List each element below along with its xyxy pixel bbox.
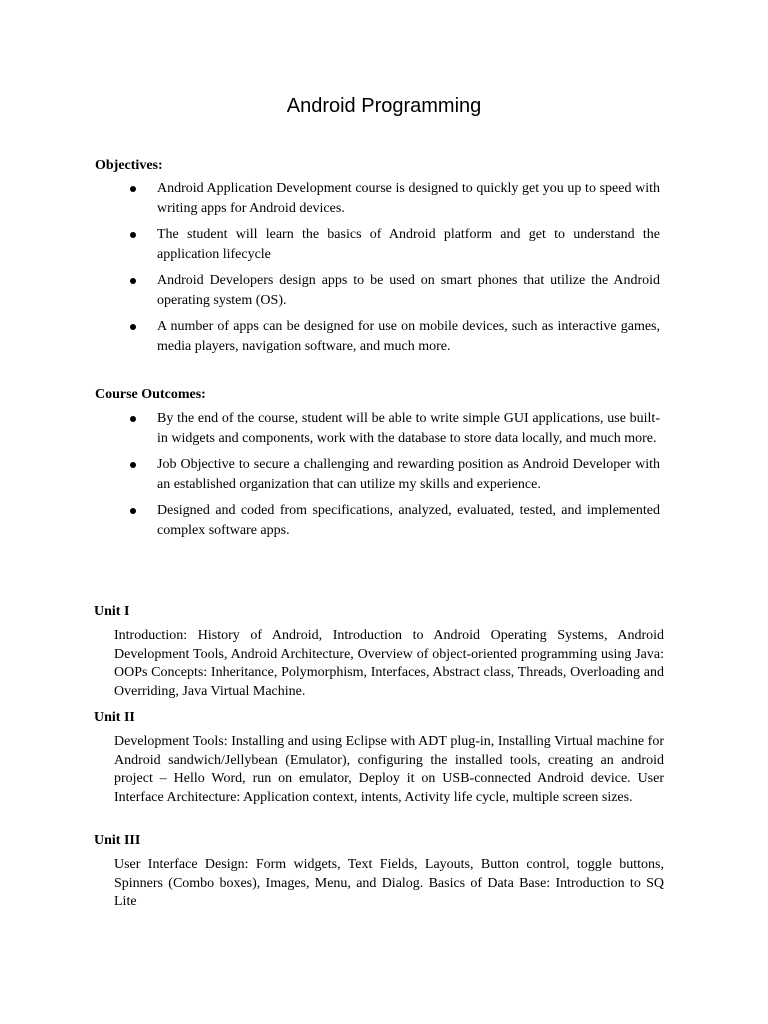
list-item	[130, 225, 660, 265]
bullet-icon	[130, 324, 136, 330]
bullet-icon	[130, 416, 136, 422]
objectives-heading: Objectives:	[95, 158, 163, 173]
unit-3-text: User Interface Design: Form widgets, Text Fields, Layouts, Button control, toggle buttons, Spinners (Combo boxes), Images, Menu, and Dialog. Basics of Data Base: Introduction to SQ Lite	[114, 857, 664, 909]
bullet-icon	[130, 278, 136, 284]
objective-text: Android Application Development course is designed to quickly get you up to speed with writing apps for Android devices.	[157, 181, 660, 216]
bullet-icon	[130, 232, 136, 238]
list-item	[130, 271, 660, 311]
objectives-list	[130, 179, 660, 363]
unit-1-text: Introduction: History of Android, Introduction to Android Operating Systems, Android Development Tools, Android Architecture, Overview of object-oriented programming using Java: OOPs Concepts: Inheritance, Polymorphism, Interfaces, Abstract class, Threads, Overloading and Overriding, Java Virtual Machine.	[114, 628, 664, 699]
outcome-text: Designed and coded from specifications, analyzed, evaluated, tested, and implemented complex software apps.	[157, 503, 660, 538]
page-title: Android Programming	[286, 95, 482, 117]
bullet-icon	[130, 508, 136, 514]
list-item	[130, 317, 660, 357]
objective-text: The student will learn the basics of Android platform and get to understand the application lifecycle	[157, 227, 660, 262]
bullet-icon	[130, 462, 136, 468]
outcomes-heading: Course Outcomes:	[95, 387, 206, 402]
list-item	[130, 501, 660, 541]
bullet-icon	[130, 186, 136, 192]
objective-text: Android Developers design apps to be used on smart phones that utilize the Android operating system (OS).	[157, 273, 660, 308]
outcomes-list	[130, 409, 660, 547]
outcome-text: By the end of the course, student will be able to write simple GUI applications, use built-in widgets and components, work with the database to store data locally, and much more.	[157, 411, 660, 446]
list-item	[130, 409, 660, 449]
list-item	[130, 455, 660, 495]
list-item	[130, 179, 660, 219]
unit-2-text: Development Tools: Installing and using Eclipse with ADT plug-in, Installing Virtual machine for Android sandwich/Jellybean (Emulator), configuring the installed tools, creating an android project – Hello Word, run on emulator, Deploy it on USB-connected Android device. User Interface Architecture: Application context, intents, Activity life cycle, multiple screen sizes.	[114, 734, 664, 805]
unit-2-heading: Unit II	[94, 710, 135, 725]
objective-text: A number of apps can be designed for use on mobile devices, such as interactive games, media players, navigation software, and much more.	[157, 319, 660, 354]
unit-1-heading: Unit I	[94, 604, 130, 619]
outcome-text: Job Objective to secure a challenging and rewarding position as Android Developer with an established organization that can utilize my skills and experience.	[157, 457, 660, 492]
unit-3-heading: Unit III	[94, 833, 141, 848]
